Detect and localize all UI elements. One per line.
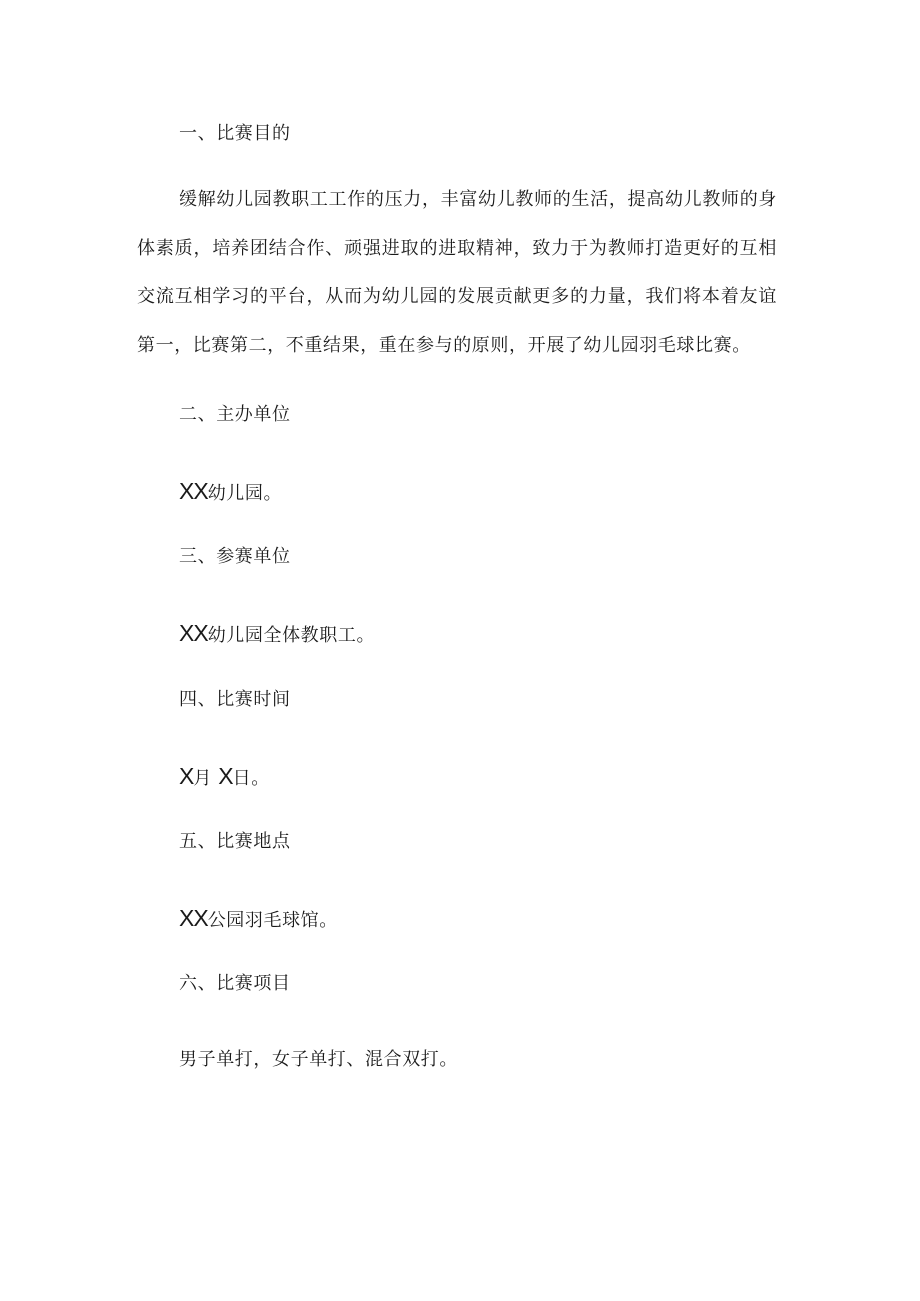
participants-value [179, 621, 375, 648]
day-placeholder: X [218, 763, 233, 789]
organizer-placeholder: XX [179, 478, 208, 504]
participants-placeholder: XX [179, 620, 208, 646]
paragraph-purpose: 缓解幼儿园教职工工作的压力，丰富幼儿教师的生活，提高幼儿教师的身体素质，培养团结合作、顽强进取的进取精神，致力于为教师打造更好的互相交流互相学习的平台，从而为幼儿园的发展贡献更多的力量，我们将本着友谊第一，比赛第二，不重结果，重在参与的原则，开展了幼儿园羽毛球比赛。 [137, 189, 777, 356]
time-value [179, 764, 270, 791]
month-label: 月 [193, 768, 212, 789]
day-label: 日。 [232, 768, 270, 789]
events-value: 男子单打，女子单打、混合双打。 [179, 1049, 458, 1070]
heading-venue: 五、比赛地点 [179, 831, 291, 852]
heading-events: 六、比赛项目 [179, 973, 291, 994]
participants-text: 幼儿园全体教职工。 [207, 625, 376, 646]
heading-time: 四、比赛时间 [179, 689, 291, 710]
venue-placeholder: XX [179, 905, 208, 931]
heading-purpose: 一、比赛目的 [179, 123, 291, 144]
venue-value [179, 906, 338, 933]
organizer-value [179, 479, 282, 506]
venue-text: 公园羽毛球馆。 [207, 910, 338, 931]
month-placeholder: X [179, 763, 194, 789]
organizer-text: 幼儿园。 [207, 483, 283, 504]
heading-participants: 三、参赛单位 [179, 546, 291, 567]
heading-organizer: 二、主办单位 [179, 404, 291, 425]
